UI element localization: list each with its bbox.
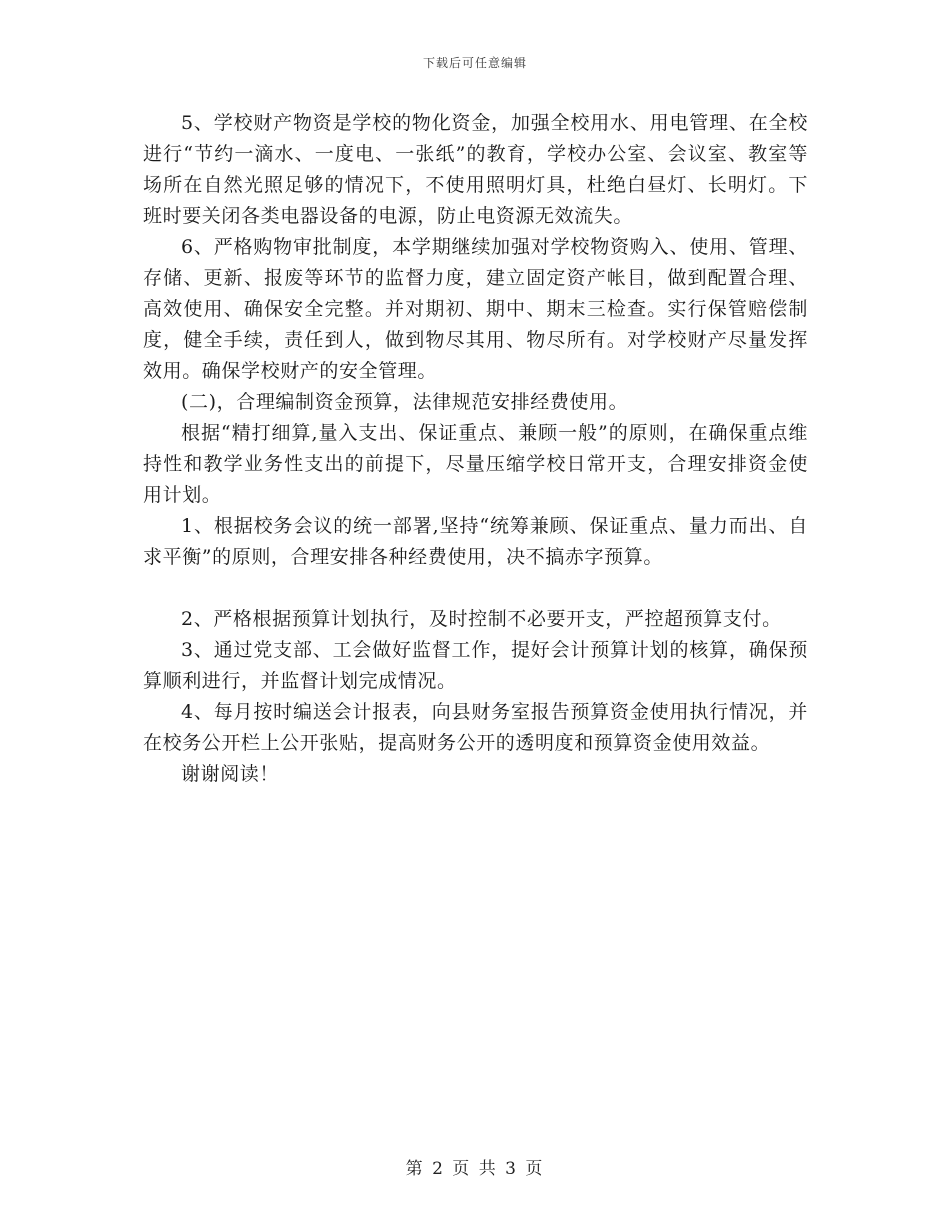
paragraph-item-5: 5、学校财产物资是学校的物化资金，加强全校用水、用电管理、在全校进行“节约一滴水、一度电、一张纸”的教育，学校办公室、会议室、教室等场所在自然光照足够的情况下，不使用照明灯具，杜绝白昼灯、长明灯。下班时要关闭各类电器设备的电源，防止电资源无效流失。 <box>143 112 808 227</box>
page-header-note: 下载后可任意编辑 <box>422 56 527 70</box>
paragraph-principle: 根据“精打细算,量入支出、保证重点、兼顾一般”的原则，在确保重点维持性和教学业务性支出的前提下，尽量压缩学校日常开支，合理安排资金使用计划。 <box>143 422 808 506</box>
section-heading-2: (二)，合理编制资金预算，法律规范安排经费使用。 <box>181 391 629 413</box>
paragraph-budget-3: 3、通过党支部、工会做好监督工作，提好会计预算计划的核算，确保预算顺利进行，并监督计划完成情况。 <box>143 639 808 692</box>
closing-thanks: 谢谢阅读！ <box>181 763 280 785</box>
page-number: 第 2 页 共 3 页 <box>405 1159 545 1179</box>
paragraph-budget-1: 1、根据校务会议的统一部署,坚持“统筹兼顾、保证重点、量力而出、自求平衡”的原则，合理安排各种经费使用，决不搞赤字预算。 <box>143 515 808 568</box>
paragraph-budget-2: 2、严格根据预算计划执行，及时控制不必要开支，严控超预算支付。 <box>181 608 782 630</box>
paragraph-item-6: 6、严格购物审批制度，本学期继续加强对学校物资购入、使用、管理、存储、更新、报废等环节的监督力度，建立固定资产帐目，做到配置合理、高效使用、确保安全完整。并对期初、期中、期末三检查。实行保管赔偿制度，健全手续，责任到人，做到物尽其用、物尽所有。对学校财产尽量发挥效用。确保学校财产的安全管理。 <box>143 236 808 382</box>
document-body <box>143 108 808 790</box>
paragraph-budget-4: 4、每月按时编送会计报表，向县财务室报告预算资金使用执行情况，并在校务公开栏上公开张贴，提高财务公开的透明度和预算资金使用效益。 <box>143 701 808 754</box>
